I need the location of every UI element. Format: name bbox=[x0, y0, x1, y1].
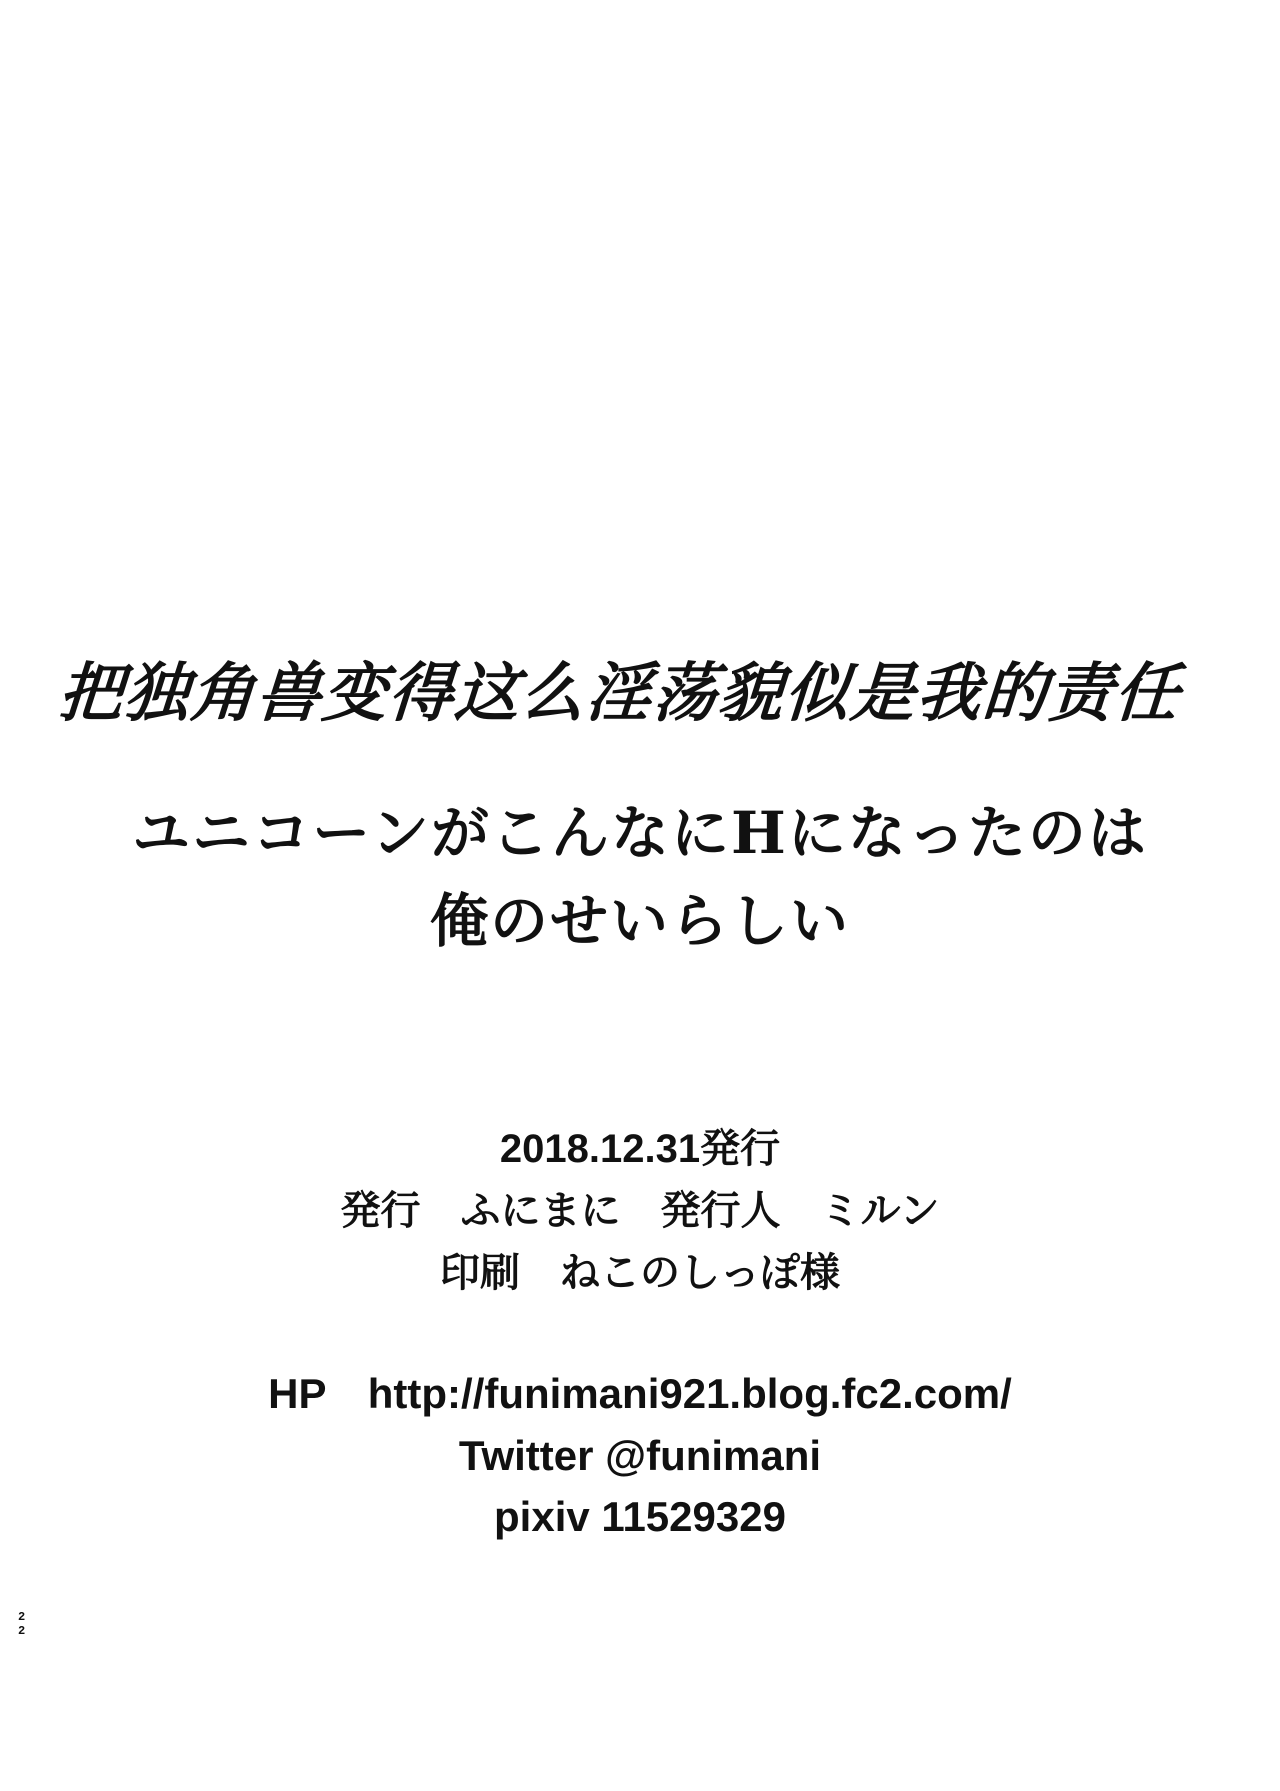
publication-date: 2018.12.31発行 bbox=[499, 1127, 781, 1171]
pixiv-id: pixiv 11529329 bbox=[494, 1493, 786, 1540]
twitter-handle: Twitter @funimani bbox=[458, 1432, 822, 1479]
homepage-url: HP http://funimani921.blog.fc2.com/ bbox=[268, 1370, 1012, 1417]
publisher-info: 発行 ふにまに 発行人 ミルン bbox=[340, 1189, 940, 1233]
japanese-title-line-1: ユニコーンがこんなにHになったのは bbox=[132, 799, 1148, 867]
chinese-calligraphy-title: 把独角兽变得这么淫荡貌似是我的责任 bbox=[55, 656, 1184, 731]
japanese-title-line-2: 俺のせいらしい bbox=[429, 887, 850, 955]
printer-info: 印刷 ねこのしっぽ様 bbox=[440, 1251, 840, 1295]
page-number: 22 bbox=[18, 1610, 26, 1638]
